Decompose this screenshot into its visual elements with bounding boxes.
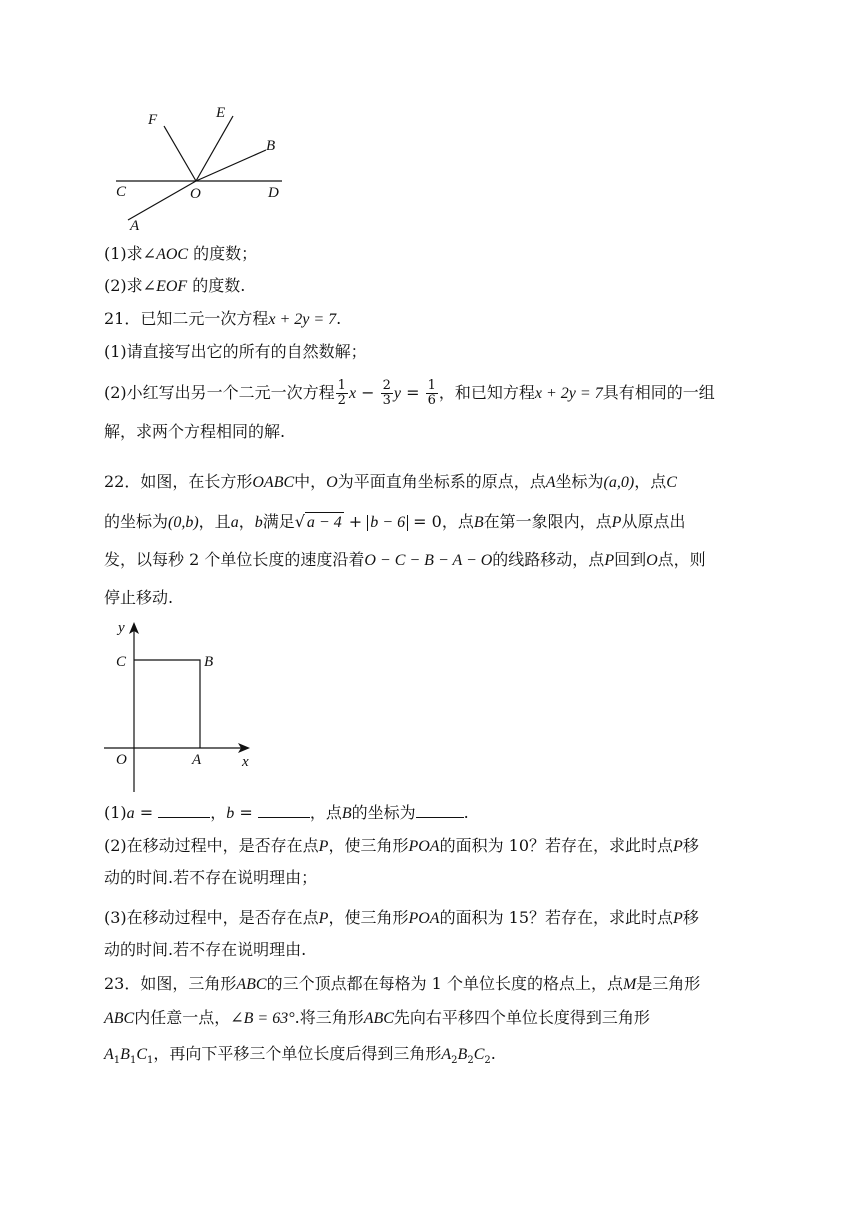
answer-blank-b[interactable] — [258, 803, 310, 818]
q22-part2-line2: 动的时间.若不存在说明理由； — [104, 868, 318, 887]
label-y: y — [118, 620, 125, 636]
q22-part2-line1: (2)在移动过程中，是否存在点P，使三角形POA的面积为 10？若存在，求此时点P移 — [104, 836, 699, 855]
q20-part2: (2)求∠EOF 的度数. — [104, 276, 246, 295]
label-c: C — [116, 654, 127, 670]
q22-part3-line1: (3)在移动过程中，是否存在点P，使三角形POA的面积为 15？若存在，求此时点P移 — [104, 908, 699, 927]
q22-line1: 22．如图，在长方形OABC中，O为平面直角坐标系的原点，点A坐标为(a,0)，点C — [104, 472, 677, 491]
q20-part1: (1)求∠AOC 的度数； — [104, 244, 258, 263]
ray-of — [164, 126, 196, 181]
answer-blank-a[interactable] — [158, 803, 210, 818]
ray-oe — [196, 116, 233, 181]
label-a: A — [192, 752, 202, 768]
q22-part1: (1)a = ，b = ，点B的坐标为 . — [104, 803, 469, 822]
q23-line2: ABC内任意一点，∠B = 63°.将三角形ABC先向右平移四个单位长度得到三角形 — [104, 1008, 650, 1027]
fraction-one-half: $\frac{1}{2}$ — [337, 378, 346, 408]
label-o: O — [116, 752, 127, 768]
q21-part1: (1)请直接写出它的所有的自然数解； — [104, 342, 367, 361]
q23-line3: $A_1B_1C_1$，再向下平移三个单位长度后得到三角形$A_2B_2C_2$. — [104, 1044, 496, 1067]
label-x: x — [242, 754, 249, 770]
rectangle-oabc — [134, 660, 200, 748]
q21-part2-cont: 解，求两个方程相同的解. — [104, 422, 286, 441]
answer-blank-coord-b[interactable] — [416, 803, 464, 818]
q21-part2: (2)小红写出另一个二元一次方程 $\frac{1}{2}$ x − $\frac{2}{3}$ y = $\frac{1}{6}$ ，和已知方程x + 2y = 7具有相同的一组 — [104, 378, 715, 408]
q22-line2: 的坐标为(0,b)，且a，b满足√ a − 4 + b − 6 = 0，点B在第一象限内，点P从原点出 — [104, 512, 686, 531]
label-a: A — [130, 218, 140, 234]
q22-part3-line2: 动的时间.若不存在说明理由. — [104, 940, 307, 959]
fraction-two-thirds: $\frac{2}{3}$ — [382, 378, 391, 408]
label-e: E — [216, 105, 226, 121]
coordinate-figure — [104, 616, 264, 792]
q21-stem: 21．已知二元一次方程x + 2y = 7. — [104, 309, 342, 328]
label-c: C — [116, 184, 127, 200]
label-f: F — [148, 112, 158, 128]
label-o: O — [190, 186, 201, 202]
label-b: B — [204, 654, 214, 670]
angle-figure — [108, 98, 298, 234]
q23-line1: 23．如图，三角形ABC的三个顶点都在每格为 1 个单位长度的格点上，点M是三角形 — [104, 974, 701, 993]
q22-line4: 停止移动. — [104, 588, 174, 607]
ray-ob — [196, 150, 266, 181]
ray-oa — [128, 181, 196, 220]
q22-line3: 发，以每秒 2 个单位长度的速度沿着O − C − B − A − O的线路移动，点P回到O点，则 — [104, 550, 706, 569]
label-d: D — [268, 185, 279, 201]
label-b: B — [266, 138, 276, 154]
fraction-one-sixth: $\frac{1}{6}$ — [427, 378, 436, 408]
